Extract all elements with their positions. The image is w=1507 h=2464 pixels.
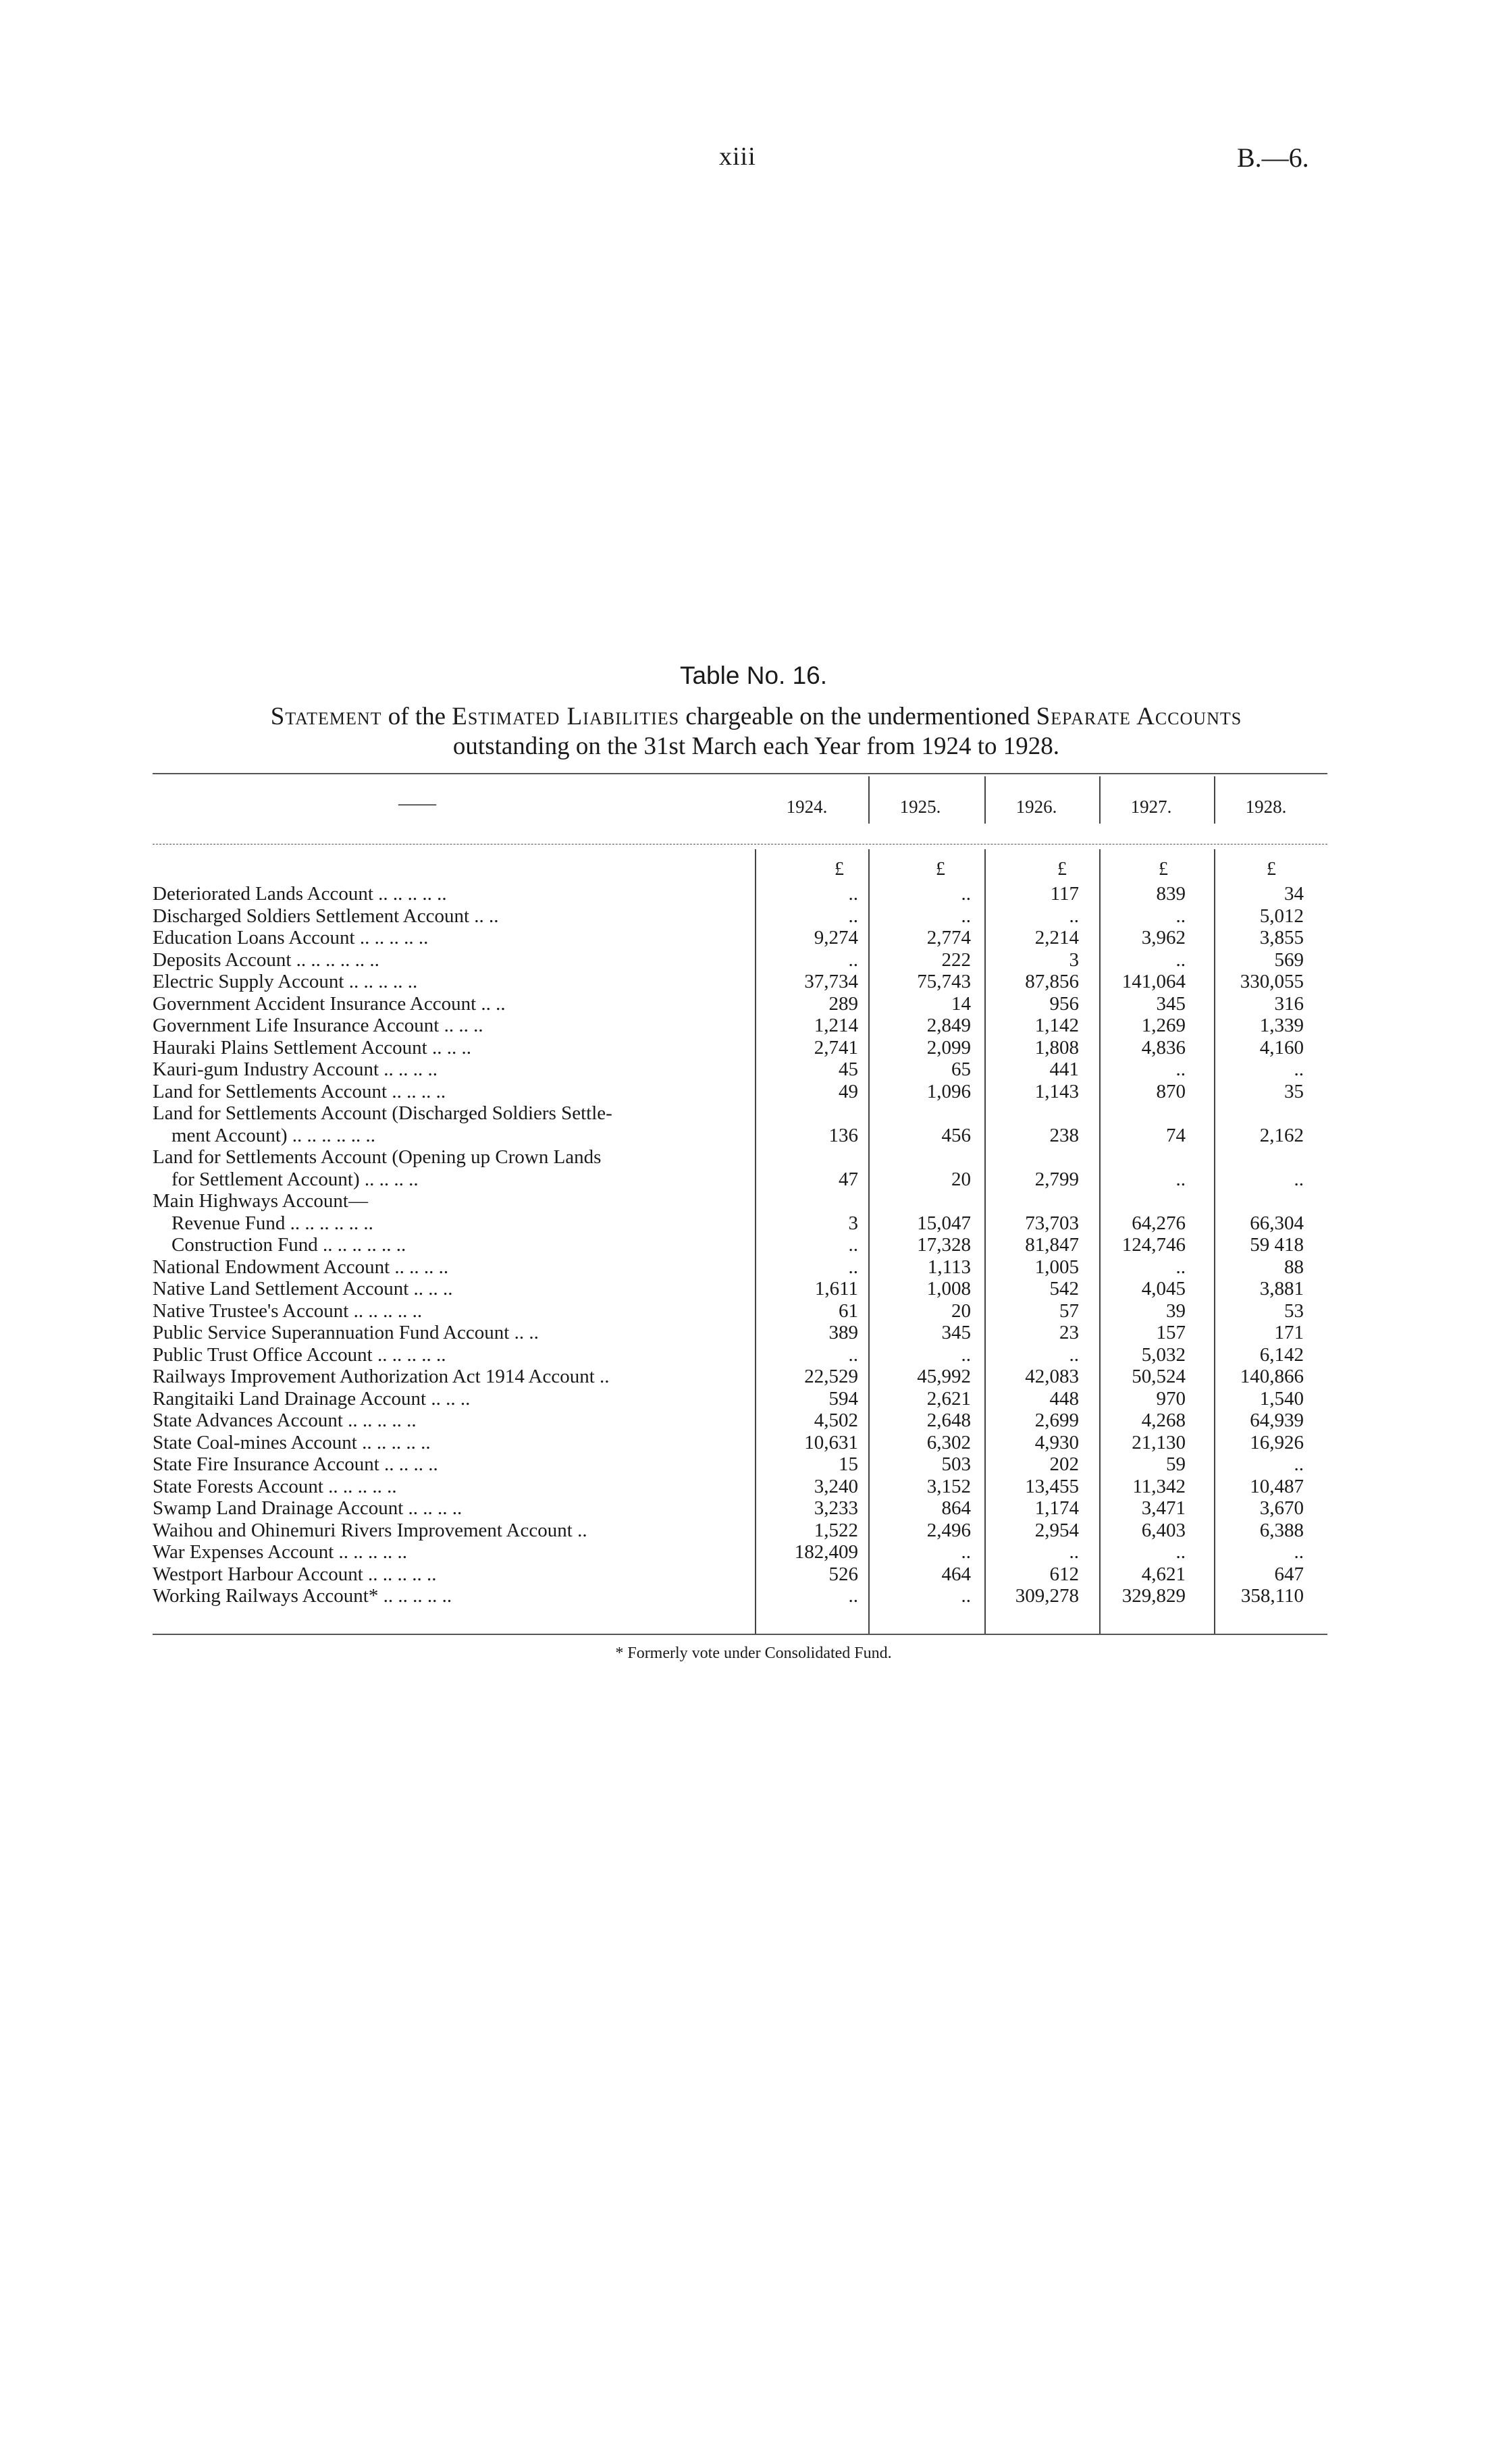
table-row bbox=[153, 1081, 1314, 1103]
statement-word: Estimated Liabilities bbox=[452, 703, 680, 730]
cell-1926: 441 bbox=[1049, 1059, 1079, 1080]
row-label-line: Main Highways Account— bbox=[153, 1190, 368, 1212]
cell-1926: 202 bbox=[1049, 1453, 1079, 1475]
cell-1925: 864 bbox=[941, 1497, 971, 1519]
row-label-line: Electric Supply Account .. .. .. .. .. bbox=[153, 971, 418, 992]
table-row bbox=[153, 1234, 1314, 1256]
cell-1926: 2,214 bbox=[1034, 927, 1079, 948]
cell-1926: 542 bbox=[1049, 1278, 1079, 1300]
cell-1928: 2,162 bbox=[1259, 1124, 1304, 1146]
currency-1926: £ bbox=[1057, 859, 1067, 880]
cell-1925: .. bbox=[961, 1585, 971, 1607]
cell-1926: 1,005 bbox=[1034, 1256, 1079, 1278]
table-row bbox=[153, 1059, 1314, 1081]
row-label bbox=[153, 1059, 740, 1081]
cell-1928: 1,339 bbox=[1259, 1015, 1304, 1036]
table-row bbox=[153, 1410, 1314, 1432]
cell-1924: 45 bbox=[839, 1059, 858, 1080]
cell-1926: .. bbox=[1069, 905, 1079, 927]
table-row bbox=[153, 1146, 1314, 1190]
cell-1928: 59 418 bbox=[1250, 1234, 1304, 1256]
currency-1928: £ bbox=[1267, 859, 1276, 880]
cell-1927: 970 bbox=[1156, 1387, 1186, 1410]
cell-1925: 75,743 bbox=[917, 971, 971, 992]
cell-1924: .. bbox=[848, 1585, 858, 1607]
label-column-header: —— bbox=[398, 793, 436, 814]
table-row bbox=[153, 1432, 1314, 1454]
cell-1928: 66,304 bbox=[1250, 1212, 1304, 1234]
table-row bbox=[153, 1453, 1314, 1476]
statement-line-2: outstanding on the 31st March each Year from 1924 to 1928. bbox=[452, 732, 1060, 760]
table-row bbox=[153, 905, 1314, 928]
cell-1926: 42,083 bbox=[1025, 1366, 1079, 1387]
row-label bbox=[153, 1453, 740, 1476]
cell-1926: 4,930 bbox=[1034, 1431, 1079, 1453]
cell-1928: 316 bbox=[1274, 992, 1304, 1015]
statement-text: chargeable on the undermentioned bbox=[679, 703, 1036, 730]
cell-1928: 1,540 bbox=[1259, 1387, 1304, 1410]
row-label bbox=[153, 1234, 759, 1256]
row-label-line: Public Trust Office Account .. .. .. .. .. bbox=[153, 1343, 446, 1366]
cell-1924: 526 bbox=[828, 1563, 858, 1585]
cell-1927: 141,064 bbox=[1121, 971, 1186, 992]
row-label bbox=[153, 1190, 740, 1212]
row-label-line: Working Railways Account* .. .. .. .. .. bbox=[153, 1585, 452, 1607]
header-divider bbox=[1214, 776, 1215, 824]
cell-1927: 124,746 bbox=[1121, 1234, 1186, 1256]
cell-1927: 329,829 bbox=[1121, 1585, 1186, 1607]
year-header-1925: 1925. bbox=[899, 797, 941, 817]
row-label-line: Land for Settlements Account (Opening up Crown Lands bbox=[153, 1146, 602, 1168]
cell-1926: 87,856 bbox=[1025, 971, 1079, 992]
cell-1924: .. bbox=[848, 1234, 858, 1256]
row-label-line: National Endowment Account .. .. .. .. bbox=[153, 1256, 449, 1278]
table-row bbox=[153, 1585, 1314, 1607]
cell-1928: 330,055 bbox=[1240, 971, 1304, 992]
table-row bbox=[153, 971, 1314, 993]
cell-1928: 53 bbox=[1284, 1300, 1304, 1322]
cell-1925: .. bbox=[961, 905, 971, 927]
cell-1928: 4,160 bbox=[1259, 1036, 1304, 1059]
row-label-line: Public Service Superannuation Fund Account .. .. bbox=[153, 1322, 539, 1343]
cell-1927: .. bbox=[1175, 948, 1186, 971]
cell-1925: 2,849 bbox=[926, 1015, 971, 1036]
table-row bbox=[153, 1037, 1314, 1059]
row-label-line: Government Accident Insurance Account .. .. bbox=[153, 992, 506, 1015]
row-label bbox=[153, 1300, 740, 1322]
table-row bbox=[153, 1322, 1314, 1344]
row-label bbox=[153, 1344, 740, 1366]
cell-1927: 4,836 bbox=[1141, 1036, 1186, 1059]
cell-1925: 20 bbox=[951, 1168, 971, 1190]
cell-1925: 464 bbox=[941, 1563, 971, 1585]
cell-1927: 1,269 bbox=[1141, 1015, 1186, 1036]
year-header-1924: 1924. bbox=[786, 797, 828, 817]
table-row bbox=[153, 1256, 1314, 1279]
header-divider bbox=[1099, 776, 1101, 824]
row-label-line: Deposits Account .. .. .. .. .. .. bbox=[153, 948, 379, 971]
cell-1928: 358,110 bbox=[1240, 1585, 1304, 1607]
cell-1927: 6,403 bbox=[1141, 1519, 1186, 1541]
header-divider bbox=[868, 776, 870, 824]
cell-1928: 6,388 bbox=[1259, 1519, 1304, 1541]
cell-1927: 3,962 bbox=[1141, 927, 1186, 948]
row-label-line: State Fire Insurance Account .. .. .. .. bbox=[153, 1453, 438, 1475]
cell-1926: 57 bbox=[1059, 1300, 1079, 1322]
row-label bbox=[153, 1563, 740, 1586]
row-label-line: ment Account) .. .. .. .. .. .. bbox=[171, 1124, 376, 1146]
statement-word: Statement bbox=[270, 703, 382, 730]
row-label bbox=[153, 1476, 740, 1498]
cell-1925: 222 bbox=[941, 948, 971, 971]
cell-1926: .. bbox=[1069, 1343, 1079, 1366]
cell-1927: 870 bbox=[1156, 1080, 1186, 1102]
cell-1924: 15 bbox=[839, 1453, 858, 1475]
year-header-1927: 1927. bbox=[1130, 797, 1172, 817]
row-label-line: Education Loans Account .. .. .. .. .. bbox=[153, 927, 429, 948]
table-row bbox=[153, 1190, 1314, 1212]
cell-1925: 2,648 bbox=[926, 1410, 971, 1431]
currency-1925: £ bbox=[936, 859, 945, 880]
cell-1927: 4,045 bbox=[1141, 1278, 1186, 1300]
row-label-line: Land for Settlements Account .. .. .. .. bbox=[153, 1080, 446, 1102]
cell-1924: 182,409 bbox=[794, 1541, 858, 1563]
row-label bbox=[153, 883, 740, 905]
cell-1925: 15,047 bbox=[917, 1212, 971, 1234]
cell-1924: 3,240 bbox=[814, 1475, 858, 1497]
cell-1925: 2,774 bbox=[926, 927, 971, 948]
cell-1926: 117 bbox=[1050, 883, 1079, 905]
table-bottom-rule bbox=[153, 1634, 1327, 1635]
cell-1926: 2,954 bbox=[1034, 1519, 1079, 1541]
cell-1924: 49 bbox=[839, 1080, 858, 1102]
cell-1928: 6,142 bbox=[1259, 1343, 1304, 1366]
table-row bbox=[153, 1015, 1314, 1037]
page-number: xiii bbox=[719, 142, 756, 171]
table-row bbox=[153, 1102, 1314, 1146]
row-label bbox=[153, 1497, 740, 1520]
cell-1928: 64,939 bbox=[1250, 1410, 1304, 1431]
cell-1928: .. bbox=[1294, 1453, 1304, 1475]
cell-1928: 10,487 bbox=[1250, 1475, 1304, 1497]
cell-1926: 1,808 bbox=[1034, 1036, 1079, 1059]
year-header-1926: 1926. bbox=[1015, 797, 1057, 817]
cell-1928: .. bbox=[1294, 1541, 1304, 1563]
row-label bbox=[153, 993, 740, 1015]
cell-1925: 456 bbox=[941, 1124, 971, 1146]
cell-1925: 6,302 bbox=[926, 1431, 971, 1453]
table-row bbox=[153, 1278, 1314, 1300]
cell-1925: .. bbox=[961, 1541, 971, 1563]
cell-1925: 17,328 bbox=[917, 1234, 971, 1256]
footnote: * Formerly vote under Consolidated Fund. bbox=[615, 1644, 892, 1662]
row-label bbox=[153, 1541, 740, 1563]
cell-1928: 16,926 bbox=[1250, 1431, 1304, 1453]
row-label bbox=[153, 1410, 740, 1432]
row-label-line: Revenue Fund .. .. .. .. .. .. bbox=[171, 1212, 373, 1234]
table-row bbox=[153, 1541, 1314, 1563]
cell-1924: .. bbox=[848, 1343, 858, 1366]
cell-1928: 171 bbox=[1274, 1322, 1304, 1343]
table-title: Table No. 16. bbox=[679, 662, 828, 689]
cell-1924: 389 bbox=[828, 1322, 858, 1343]
row-label bbox=[153, 1102, 740, 1146]
row-label bbox=[153, 1278, 740, 1300]
cell-1928: 3,855 bbox=[1259, 927, 1304, 948]
cell-1924: .. bbox=[848, 948, 858, 971]
row-label-line: Construction Fund .. .. .. .. .. .. bbox=[171, 1234, 406, 1256]
row-label-line: Native Land Settlement Account .. .. .. bbox=[153, 1278, 453, 1300]
row-label-line: Native Trustee's Account .. .. .. .. .. bbox=[153, 1300, 423, 1322]
cell-1928: 3,670 bbox=[1259, 1497, 1304, 1519]
cell-1925: .. bbox=[961, 883, 971, 905]
table-row bbox=[153, 1344, 1314, 1366]
cell-1924: 1,214 bbox=[814, 1015, 858, 1036]
cell-1925: 2,496 bbox=[926, 1519, 971, 1541]
cell-1927: 5,032 bbox=[1141, 1343, 1186, 1366]
cell-1928: 88 bbox=[1284, 1256, 1304, 1278]
row-label bbox=[153, 1256, 740, 1279]
row-label-line: Rangitaiki Land Drainage Account .. .. .. bbox=[153, 1387, 471, 1410]
cell-1924: 1,611 bbox=[814, 1278, 858, 1300]
cell-1925: 1,008 bbox=[926, 1278, 971, 1300]
cell-1927: 64,276 bbox=[1132, 1212, 1186, 1234]
cell-1927: .. bbox=[1175, 1168, 1186, 1190]
header-bottom-rule bbox=[153, 844, 1327, 845]
cell-1928: 647 bbox=[1274, 1563, 1304, 1585]
cell-1926: 956 bbox=[1049, 992, 1079, 1015]
row-label-line: State Forests Account .. .. .. .. .. bbox=[153, 1475, 397, 1497]
cell-1928: 5,012 bbox=[1259, 905, 1304, 927]
cell-1927: 39 bbox=[1166, 1300, 1186, 1322]
cell-1927: 4,268 bbox=[1141, 1410, 1186, 1431]
table-row bbox=[153, 1366, 1314, 1388]
table-row bbox=[153, 1497, 1314, 1520]
row-label bbox=[153, 1212, 759, 1235]
cell-1927: 74 bbox=[1166, 1124, 1186, 1146]
cell-1925: 45,992 bbox=[917, 1366, 971, 1387]
row-label bbox=[153, 1037, 740, 1059]
cell-1925: 2,099 bbox=[926, 1036, 971, 1059]
cell-1928: 140,866 bbox=[1240, 1366, 1304, 1387]
row-label bbox=[153, 1146, 740, 1190]
table-row bbox=[153, 927, 1314, 949]
cell-1925: 345 bbox=[941, 1322, 971, 1343]
table-row bbox=[153, 1563, 1314, 1586]
row-label bbox=[153, 971, 740, 993]
cell-1928: 34 bbox=[1284, 883, 1304, 905]
cell-1924: 37,734 bbox=[804, 971, 858, 992]
cell-1924: .. bbox=[848, 883, 858, 905]
cell-1924: 9,274 bbox=[814, 927, 858, 948]
row-label bbox=[153, 1520, 740, 1542]
cell-1928: 569 bbox=[1274, 948, 1304, 971]
cell-1924: .. bbox=[848, 1256, 858, 1278]
row-label-line: Kauri-gum Industry Account .. .. .. .. bbox=[153, 1059, 438, 1080]
cell-1926: 448 bbox=[1049, 1387, 1079, 1410]
header-divider bbox=[984, 776, 986, 824]
statement-line-1 bbox=[101, 702, 1411, 732]
cell-1924: .. bbox=[848, 905, 858, 927]
row-label bbox=[153, 905, 740, 928]
row-label-line: State Advances Account .. .. .. .. .. bbox=[153, 1410, 417, 1431]
document-reference: B.—6. bbox=[1237, 142, 1309, 173]
cell-1925: 20 bbox=[951, 1300, 971, 1322]
cell-1925: 1,113 bbox=[927, 1256, 971, 1278]
table-row bbox=[153, 993, 1314, 1015]
cell-1928: .. bbox=[1294, 1168, 1304, 1190]
cell-1927: 345 bbox=[1156, 992, 1186, 1015]
row-label-line: War Expenses Account .. .. .. .. .. bbox=[153, 1541, 407, 1563]
cell-1924: 3,233 bbox=[814, 1497, 858, 1519]
cell-1925: 503 bbox=[941, 1453, 971, 1475]
cell-1926: 23 bbox=[1059, 1322, 1079, 1343]
row-label-line: Deteriorated Lands Account .. .. .. .. .. bbox=[153, 883, 447, 905]
cell-1924: 2,741 bbox=[814, 1036, 858, 1059]
cell-1927: 59 bbox=[1166, 1453, 1186, 1475]
table-row bbox=[153, 1476, 1314, 1498]
cell-1926: .. bbox=[1069, 1541, 1079, 1563]
cell-1928: 35 bbox=[1284, 1080, 1304, 1102]
cell-1925: 3,152 bbox=[926, 1475, 971, 1497]
cell-1925: 14 bbox=[951, 992, 971, 1015]
cell-1928: 3,881 bbox=[1259, 1278, 1304, 1300]
cell-1926: 73,703 bbox=[1025, 1212, 1079, 1234]
table-row bbox=[153, 949, 1314, 971]
cell-1924: 47 bbox=[839, 1168, 858, 1190]
row-label-line: Hauraki Plains Settlement Account .. .. .. bbox=[153, 1036, 471, 1059]
year-header-1928: 1928. bbox=[1245, 797, 1287, 817]
row-label bbox=[153, 1585, 740, 1607]
row-label bbox=[153, 927, 740, 949]
table-top-rule bbox=[153, 773, 1327, 774]
cell-1924: 61 bbox=[839, 1300, 858, 1322]
table-row bbox=[153, 883, 1314, 905]
row-label-line: Discharged Soldiers Settlement Account .. .. bbox=[153, 905, 499, 927]
cell-1927: 3,471 bbox=[1141, 1497, 1186, 1519]
row-label bbox=[153, 1388, 740, 1410]
row-label bbox=[153, 1015, 740, 1037]
cell-1926: 13,455 bbox=[1025, 1475, 1079, 1497]
cell-1926: 1,142 bbox=[1034, 1015, 1079, 1036]
cell-1925: 65 bbox=[951, 1059, 971, 1080]
row-label-line: Waihou and Ohinemuri Rivers Improvement Account .. bbox=[153, 1519, 587, 1541]
cell-1924: 289 bbox=[828, 992, 858, 1015]
cell-1924: 594 bbox=[828, 1387, 858, 1410]
row-label bbox=[153, 949, 740, 971]
cell-1924: 3 bbox=[848, 1212, 858, 1234]
row-label-line: Swamp Land Drainage Account .. .. .. .. bbox=[153, 1497, 462, 1519]
row-label-line: Westport Harbour Account .. .. .. .. .. bbox=[153, 1563, 437, 1585]
cell-1924: 4,502 bbox=[814, 1410, 858, 1431]
cell-1924: 1,522 bbox=[814, 1519, 858, 1541]
row-label-line: for Settlement Account) .. .. .. .. bbox=[171, 1168, 419, 1190]
cell-1927: 157 bbox=[1156, 1322, 1186, 1343]
row-label-line: Railways Improvement Authorization Act 1914 Account .. bbox=[153, 1366, 610, 1387]
table-row bbox=[153, 1212, 1314, 1235]
cell-1926: 612 bbox=[1049, 1563, 1079, 1585]
table-row bbox=[153, 1300, 1314, 1322]
cell-1926: 81,847 bbox=[1025, 1234, 1079, 1256]
cell-1927: 21,130 bbox=[1132, 1431, 1186, 1453]
cell-1924: 22,529 bbox=[804, 1366, 858, 1387]
cell-1924: 136 bbox=[828, 1124, 858, 1146]
cell-1926: 1,174 bbox=[1034, 1497, 1079, 1519]
row-label-line: State Coal-mines Account .. .. .. .. .. bbox=[153, 1431, 431, 1453]
currency-1927: £ bbox=[1159, 859, 1168, 880]
row-label-line: Government Life Insurance Account .. .. .. bbox=[153, 1015, 483, 1036]
row-label bbox=[153, 1081, 740, 1103]
cell-1927: 839 bbox=[1156, 883, 1186, 905]
cell-1926: 309,278 bbox=[1015, 1585, 1079, 1607]
cell-1927: 11,342 bbox=[1132, 1475, 1186, 1497]
cell-1925: .. bbox=[961, 1343, 971, 1366]
cell-1927: 50,524 bbox=[1132, 1366, 1186, 1387]
cell-1925: 1,096 bbox=[926, 1080, 971, 1102]
table-body bbox=[153, 883, 1314, 1607]
row-label bbox=[153, 1432, 740, 1454]
cell-1926: 2,799 bbox=[1034, 1168, 1079, 1190]
cell-1926: 2,699 bbox=[1034, 1410, 1079, 1431]
row-label-line: Land for Settlements Account (Discharged Soldiers Settle- bbox=[153, 1102, 612, 1124]
statement-text: of the bbox=[381, 703, 452, 730]
cell-1927: .. bbox=[1175, 1541, 1186, 1563]
cell-1924: 10,631 bbox=[804, 1431, 858, 1453]
currency-1924: £ bbox=[835, 859, 844, 880]
cell-1927: .. bbox=[1175, 905, 1186, 927]
statement-word: Separate Accounts bbox=[1036, 703, 1242, 730]
table-row bbox=[153, 1520, 1314, 1542]
table-row bbox=[153, 1388, 1314, 1410]
cell-1925: 2,621 bbox=[926, 1387, 971, 1410]
cell-1927: .. bbox=[1175, 1059, 1186, 1080]
row-label bbox=[153, 1322, 740, 1344]
cell-1927: .. bbox=[1175, 1256, 1186, 1278]
row-label bbox=[153, 1366, 740, 1388]
cell-1926: 1,143 bbox=[1034, 1080, 1079, 1102]
cell-1928: .. bbox=[1294, 1059, 1304, 1080]
cell-1926: 3 bbox=[1069, 948, 1079, 971]
cell-1927: 4,621 bbox=[1141, 1563, 1186, 1585]
cell-1926: 238 bbox=[1049, 1124, 1079, 1146]
